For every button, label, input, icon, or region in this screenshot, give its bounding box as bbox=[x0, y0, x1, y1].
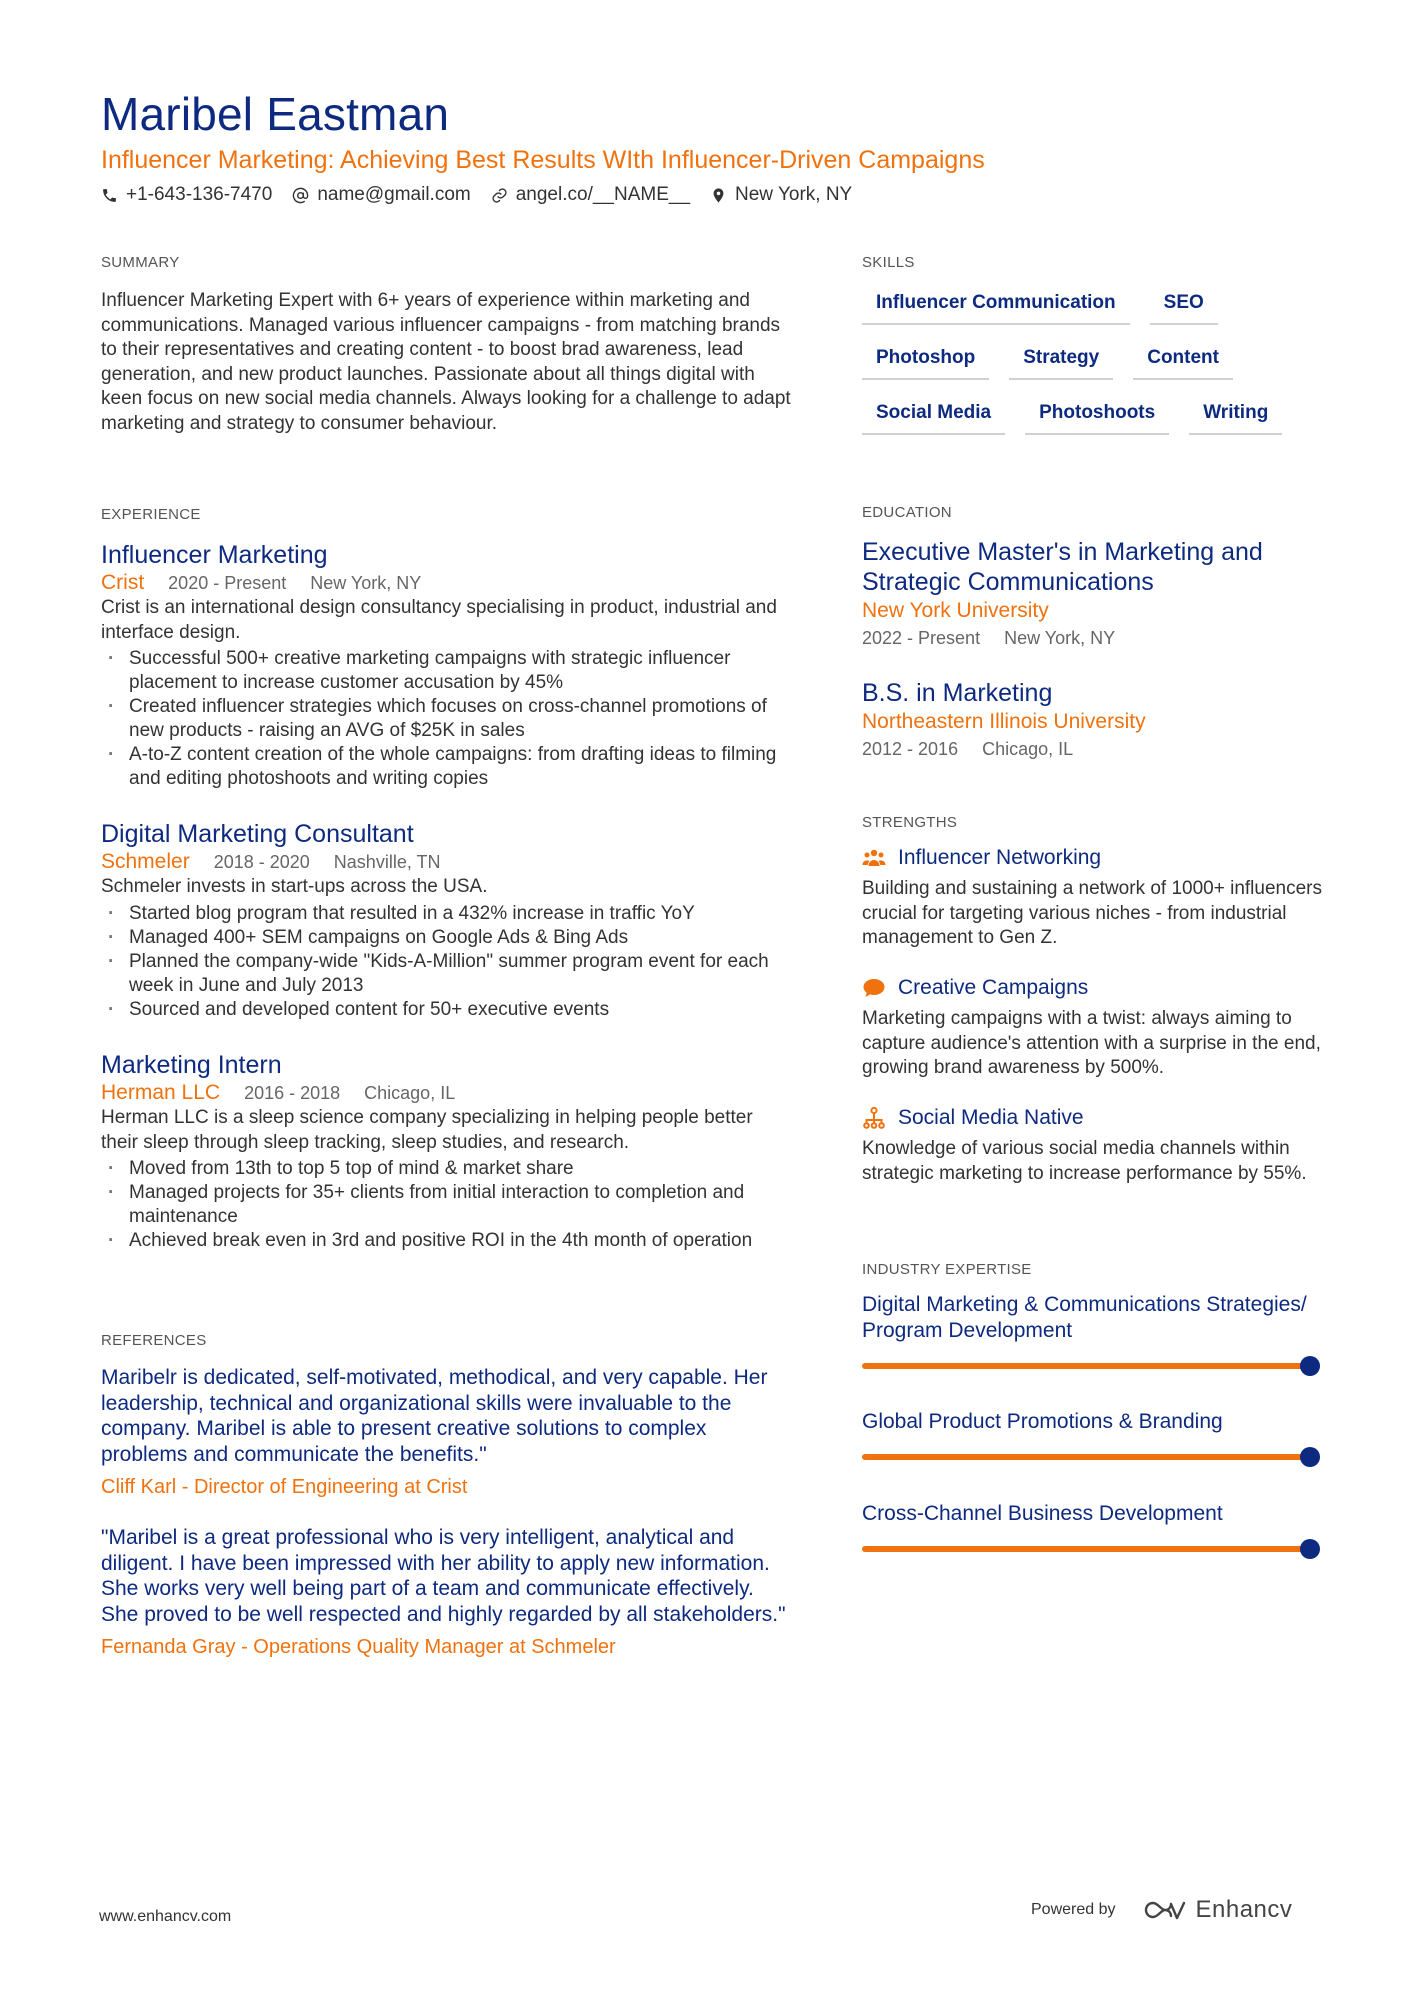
education-entry bbox=[862, 537, 1342, 651]
job-bullet: · Moved from 13th to top 5 top of mind & market share bbox=[101, 1157, 791, 1181]
expertise-item bbox=[862, 1501, 1342, 1559]
job-bullet: · Managed 400+ SEM campaigns on Google Ads & Bing Ads bbox=[101, 926, 791, 950]
expertise-name: Cross-Channel Business Development bbox=[862, 1502, 1223, 1525]
job-location: Nashville, TN bbox=[333, 852, 441, 872]
job-bullet: · Successful 500+ creative marketing campaigns with strategic influencer placement to increase customer accusation by 45% bbox=[101, 647, 791, 695]
edu-dates: 2012 - 2016 bbox=[862, 739, 959, 759]
powered-by-label: Powered by bbox=[1031, 1901, 1116, 1918]
footer-branding bbox=[1031, 1896, 1292, 1924]
edu-degree: Executive Master's in Marketing and Strategic Communications bbox=[862, 538, 1263, 596]
strength-title: Creative Campaigns bbox=[898, 976, 1089, 999]
job-company: Crist bbox=[101, 571, 145, 594]
contact-location bbox=[710, 184, 852, 206]
location-text: New York, NY bbox=[735, 184, 853, 205]
expertise-bar-knob bbox=[1300, 1447, 1320, 1467]
reference-author: Fernanda Gray - Operations Quality Manager at Schmeler bbox=[101, 1636, 616, 1658]
strengths-title: STRENGTHS bbox=[862, 814, 958, 831]
skill-row bbox=[862, 343, 1332, 380]
job-bullets bbox=[101, 1157, 791, 1253]
education-entry bbox=[862, 678, 1342, 762]
brand-logo[interactable] bbox=[1142, 1896, 1293, 1924]
expertise-bar bbox=[862, 1356, 1320, 1376]
job-bullet: · Achieved break even in 3rd and positive ROI in the 4th month of operation bbox=[101, 1229, 791, 1253]
reference-quote: Maribelr is dedicated, self-motivated, methodical, and very capable. Her leadership, technical and organizational skills were invaluable to the company. Maribel is able to present creative solutions to complex problems and communicate the benefits." bbox=[101, 1366, 768, 1466]
strength-header bbox=[862, 843, 1342, 873]
skill-tag: Photoshoots bbox=[1025, 398, 1169, 435]
industry-expertise-title: INDUSTRY EXPERTISE bbox=[862, 1261, 1032, 1278]
enhancv-logo-icon bbox=[1142, 1898, 1188, 1922]
users-icon bbox=[862, 846, 886, 870]
job-company: Herman LLC bbox=[101, 1081, 221, 1104]
job-location: Chicago, IL bbox=[364, 1083, 456, 1103]
job-dates: 2016 - 2018 bbox=[244, 1083, 341, 1103]
expertise-bar bbox=[862, 1447, 1320, 1467]
expertise-bar-knob bbox=[1300, 1539, 1320, 1559]
skill-tag: Social Media bbox=[862, 398, 1005, 435]
summary-section bbox=[101, 289, 791, 436]
job-meta bbox=[101, 1080, 791, 1106]
expertise-name: Global Product Promotions & Branding bbox=[862, 1410, 1223, 1433]
skill-tag: Writing bbox=[1189, 398, 1282, 435]
link-icon bbox=[491, 187, 508, 204]
expertise-name: Digital Marketing & Communications Strategies/ Program Development bbox=[862, 1293, 1307, 1342]
contact-phone bbox=[101, 184, 272, 206]
edu-location: New York, NY bbox=[1004, 628, 1116, 648]
strength-text: Building and sustaining a network of 1000+ influencers crucial for targeting various niches - from industrial management to Gen Z. bbox=[862, 878, 1322, 948]
skills-title: SKILLS bbox=[862, 254, 915, 271]
edu-school: Northeastern Illinois University bbox=[862, 710, 1146, 733]
network-icon bbox=[862, 1106, 886, 1130]
edu-location: Chicago, IL bbox=[982, 739, 1074, 759]
reference-entry bbox=[101, 1525, 791, 1661]
skill-tag: Influencer Communication bbox=[862, 288, 1130, 325]
skill-tag: Content bbox=[1133, 343, 1233, 380]
contact-bar bbox=[101, 184, 852, 206]
expertise-bar-fill bbox=[862, 1363, 1310, 1369]
strength-entry bbox=[862, 973, 1342, 1081]
skill-tag: Photoshop bbox=[862, 343, 989, 380]
chat-bubble-icon bbox=[862, 976, 886, 1000]
edu-degree: B.S. in Marketing bbox=[862, 679, 1053, 707]
summary-title: SUMMARY bbox=[101, 254, 180, 271]
job-title: Digital Marketing Consultant bbox=[101, 820, 414, 848]
strength-title: Influencer Networking bbox=[898, 846, 1102, 869]
phone-text: +1-643-136-7470 bbox=[126, 184, 273, 205]
expertise-item bbox=[862, 1409, 1342, 1467]
brand-name: Enhancv bbox=[1195, 1896, 1293, 1923]
job-description: Crist is an international design consultancy specialising in product, industrial and interface design. bbox=[101, 597, 777, 643]
job-dates: 2018 - 2020 bbox=[213, 852, 310, 872]
job-bullet: · Started blog program that resulted in a 432% increase in traffic YoY bbox=[101, 902, 791, 926]
skill-row bbox=[862, 288, 1332, 325]
job-bullet: · Created influencer strategies which focuses on cross-channel promotions of new products - raising an AVG of $25K in sales bbox=[101, 695, 791, 743]
skill-row bbox=[862, 398, 1332, 435]
expertise-item bbox=[862, 1292, 1342, 1376]
strength-entry bbox=[862, 1103, 1342, 1186]
strength-text: Marketing campaigns with a twist: always aiming to capture audience's attention with a surprise in the end, growing brand awareness by 500%. bbox=[862, 1008, 1321, 1078]
email-text[interactable]: name@gmail.com bbox=[317, 184, 471, 205]
location-pin-icon bbox=[710, 187, 727, 204]
candidate-name: Maribel Eastman bbox=[101, 88, 450, 140]
experience-title: EXPERIENCE bbox=[101, 506, 201, 523]
job-entry bbox=[101, 1050, 791, 1253]
expertise-bar-fill bbox=[862, 1546, 1310, 1552]
skills-section bbox=[862, 288, 1332, 453]
reference-quote: "Maribel is a great professional who is very intelligent, analytical and diligent. I have been impressed with her ability to apply new information. She works very well being part of a team and communicate effectively. She proved to be well respected and highly regarded by all stakeholders." bbox=[101, 1526, 786, 1626]
reference-author: Cliff Karl - Director of Engineering at Crist bbox=[101, 1476, 468, 1498]
edu-meta bbox=[862, 736, 1342, 762]
edu-school: New York University bbox=[862, 599, 1049, 622]
strength-header bbox=[862, 1103, 1342, 1133]
edu-dates: 2022 - Present bbox=[862, 628, 981, 648]
job-description: Schmeler invests in start-ups across the USA. bbox=[101, 876, 488, 897]
job-meta bbox=[101, 849, 791, 875]
edu-meta bbox=[862, 625, 1342, 651]
link-text[interactable]: angel.co/__NAME__ bbox=[515, 184, 691, 205]
job-title: Influencer Marketing bbox=[101, 541, 328, 569]
job-entry bbox=[101, 540, 791, 791]
job-dates: 2020 - Present bbox=[168, 573, 287, 593]
headline: Influencer Marketing: Achieving Best Results WIth Influencer-Driven Campaigns bbox=[101, 146, 985, 174]
contact-email[interactable] bbox=[292, 184, 470, 206]
strength-header bbox=[862, 973, 1342, 1003]
references-title: REFERENCES bbox=[101, 1332, 207, 1349]
expertise-bar-knob bbox=[1300, 1356, 1320, 1376]
strength-text: Knowledge of various social media channels within strategic marketing to increase performance by 55%. bbox=[862, 1138, 1307, 1184]
job-bullet: · A-to-Z content creation of the whole campaigns: from drafting ideas to filming and editing photoshoots and writing copies bbox=[101, 743, 791, 791]
job-bullets bbox=[101, 902, 791, 1022]
strength-title: Social Media Native bbox=[898, 1106, 1084, 1129]
education-title: EDUCATION bbox=[862, 504, 952, 521]
expertise-bar-fill bbox=[862, 1454, 1310, 1460]
contact-link[interactable] bbox=[491, 184, 690, 206]
job-bullet: · Sourced and developed content for 50+ executive events bbox=[101, 998, 791, 1022]
phone-icon bbox=[101, 187, 118, 204]
job-bullets bbox=[101, 647, 791, 791]
expertise-bar bbox=[862, 1539, 1320, 1559]
strength-entry bbox=[862, 843, 1342, 951]
job-location: New York, NY bbox=[310, 573, 422, 593]
job-bullet: · Planned the company-wide "Kids-A-Million" summer program event for each week in June and July 2013 bbox=[101, 950, 791, 998]
job-company: Schmeler bbox=[101, 850, 190, 873]
job-entry bbox=[101, 819, 791, 1022]
at-icon bbox=[292, 187, 309, 204]
job-title: Marketing Intern bbox=[101, 1051, 282, 1079]
footer-website[interactable]: www.enhancv.com bbox=[99, 1908, 232, 1925]
job-bullet: · Managed projects for 35+ clients from initial interaction to completion and maintenance bbox=[101, 1181, 791, 1229]
job-description: Herman LLC is a sleep science company specializing in helping people better their sleep through sleep tracking, sleep studies, and research. bbox=[101, 1107, 753, 1153]
reference-entry bbox=[101, 1365, 791, 1501]
summary-text: Influencer Marketing Expert with 6+ years of experience within marketing and communications. Managed various influencer campaigns - from matching brands to their representatives and creating content - to boost brad awareness, lead generation, and new product launches. Passionate about all things digital with keen focus on new social media channels. Always looking for a challenge to adapt marketing and strategy to consumer behaviour. bbox=[101, 290, 791, 434]
job-meta bbox=[101, 570, 791, 596]
skill-tag: Strategy bbox=[1009, 343, 1113, 380]
skill-tag: SEO bbox=[1150, 288, 1218, 325]
